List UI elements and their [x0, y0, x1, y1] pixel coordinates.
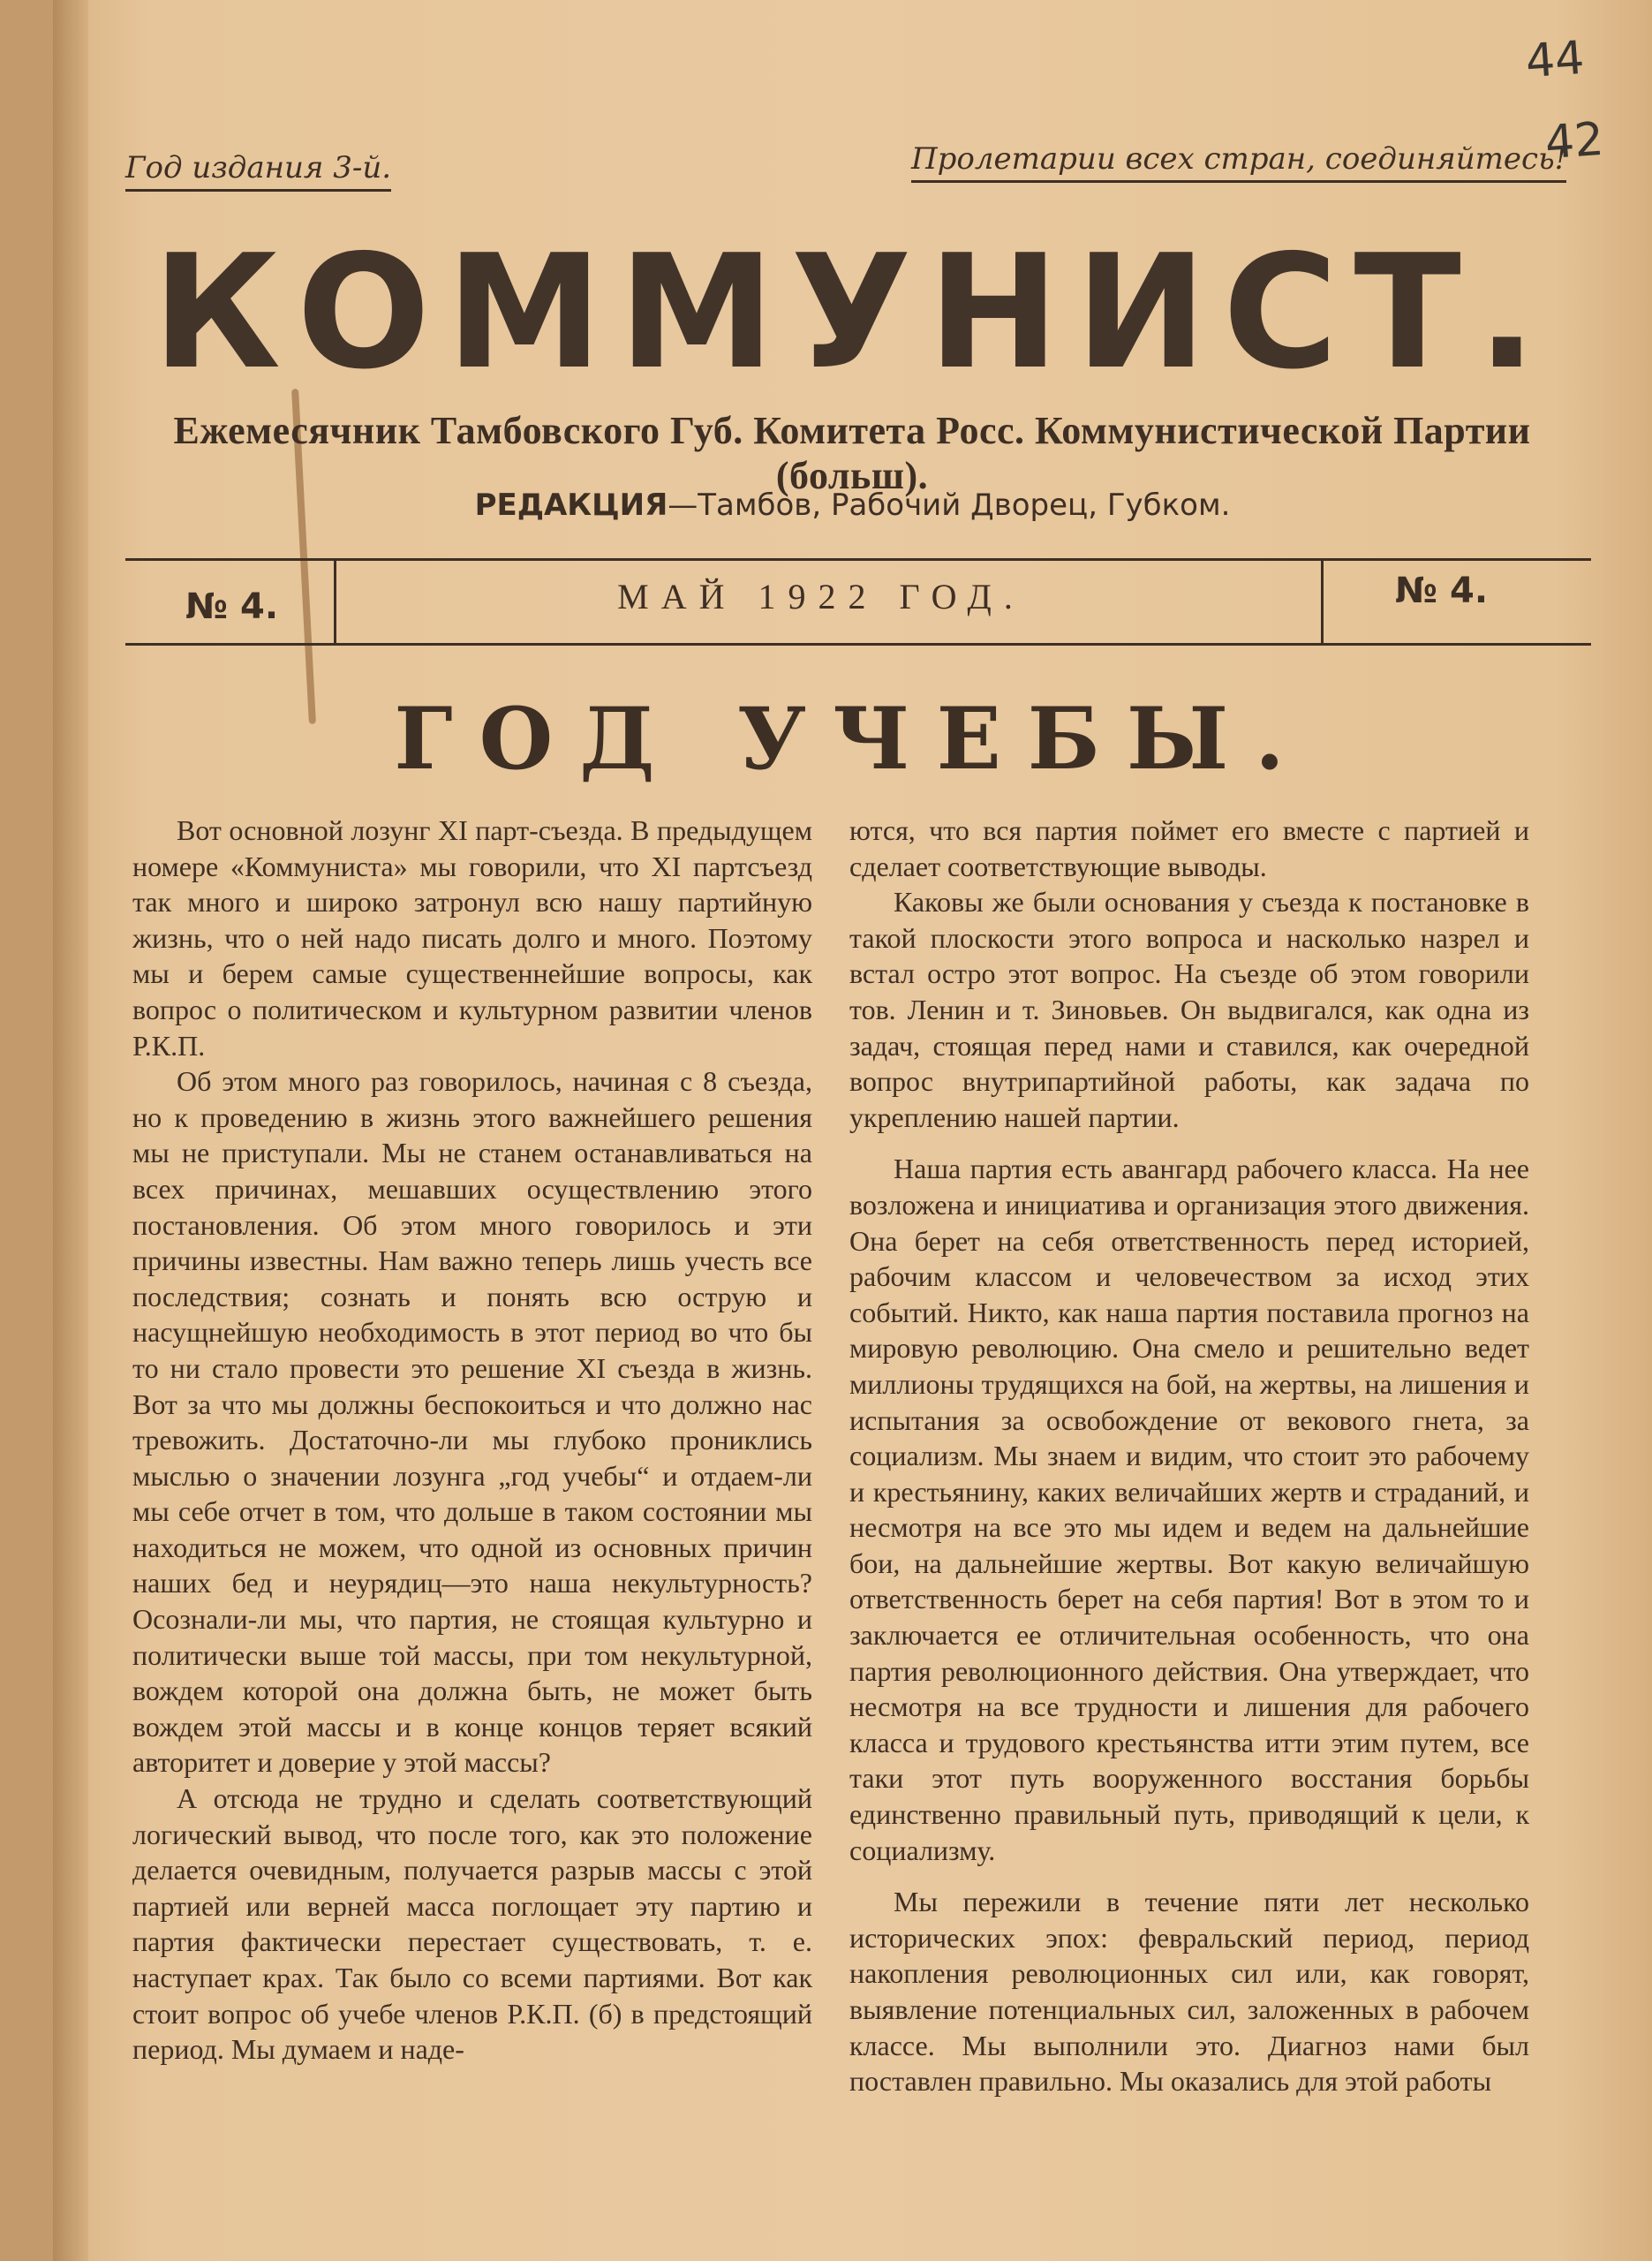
paragraph: Об этом много раз говорилось, начиная с 8 съезда, но к проведению в жизнь этого важнейшего решения мы не приступали. Мы не станем останавливаться на всех причинах, мешавших осуществлению этого постановления. Об этом много говорилось и эти причины известны. Нам важно теперь лишь учесть все последствия; сознать и понять всю острую и насущнейшую необходимость в этот период во что бы то ни стало провести это решение XI съезда в жизнь. Вот за что мы должны беспокоиться и что должно нас тревожить. Достаточно-ли мы глубоко прониклись мыслью о значении лозунга „год учебы“ и отдаем-ли мы себе отчет в том, что дольше в таком состоянии мы находиться не можем, что одной из основных причин наших бед и неурядиц—это наша некультурность? Осознали-ли мы, что партия, не стоящая культурно и политически выше той массы, при том некультурной, вождем которой она должна быть, не может быть вождем этой массы и в конце концов теряет всякий авторитет и доверие у этой массы? [132, 1065, 812, 1779]
editorial-address-line [53, 488, 1652, 523]
issue-number-right: № 4. [1395, 571, 1489, 611]
article-headline: ГОД УЧЕБЫ. [394, 689, 1311, 789]
masthead-subtitle: Ежемесячник Тамбовского Губ. Комитета Росс. Коммунистической Партии (больш). [173, 409, 1531, 497]
paragraph: ются, что вся партия поймет его вместе с партией и сделает соответствующие выводы. [849, 814, 1529, 882]
issue-date: МАЙ 1922 ГОД. [617, 577, 1025, 616]
header-rule-top [125, 558, 1591, 561]
issue-number-left: № 4. [185, 586, 279, 627]
newspaper-page [53, 0, 1652, 2261]
paragraph: Мы пережили в течение пяти лет несколько исторических эпох: февральский период, период накопления революционных сил или, как говорят, выявление потенциальных сил, заложенных в рабочем классе. Мы выполнили это. Диагноз нами был поставлен правильно. Мы оказались для этой работы [849, 1886, 1529, 2098]
year-of-issue: Год издания 3-й. [125, 150, 391, 192]
editorial-label: РЕДАКЦИЯ [474, 488, 668, 523]
paragraph: А отсюда не трудно и сделать соответствующий логический вывод, что после того, как это положение делается очевидным, получается разрыв массы с этой партией или верней масса поглощает эту партию и партия фактически перестает существовать, т. е. наступает крах. Так было со всеми партиями. Вот как стоит вопрос об учебе членов Р.К.П. (б) в предстоящий период. Мы думаем и наде- [132, 1782, 812, 2066]
header-divider-right [1321, 558, 1324, 646]
paragraph: Вот основной лозунг XI парт-съезда. В предыдущем номере «Коммуниста» мы говорили, что XI партсъезд так много и широко затронул всю нашу партийную жизнь, что о ней надо писать долго и много. Поэтому мы и берем самые существеннейшие вопросы, как вопрос о политическом и культурном развитии членов Р.К.П. [132, 814, 812, 1062]
paragraph: Каковы же были основания у съезда к постановке в такой плоскости этого вопроса и насколько назрел и встал остро этот вопрос. На съезде об этом говорили тов. Ленин и т. Зиновьев. Он выдвигался, как одна из задач, стоящая перед нами и ставился, как очередной вопрос внутрипартийной работы, как задача по укреплению нашей партии. [849, 886, 1529, 1133]
header-rule-bottom [125, 643, 1591, 646]
masthead-title: КОММУНИСТ. [152, 221, 1553, 404]
article-column-right [849, 813, 1529, 2099]
pencil-mark-bottom: 42 [1543, 112, 1606, 170]
pencil-mark-top: 44 [1523, 31, 1587, 89]
article-column-left [132, 813, 812, 2068]
editorial-address: —Тамбов, Рабочий Дворец, Губком. [668, 488, 1231, 523]
slogan: Пролетарии всех стран, соединяйтесь! [911, 141, 1566, 183]
paragraph: Наша партия есть авангард рабочего класса. На нее возложена и инициатива и организация этого движения. Она берет на себя ответственность перед историей, рабочим классом и человечеством за исход этих событий. Никто, как наша партия поставила прогноз на мировую революцию. Она смело и решительно ведет миллионы трудящихся на бой, на жертвы, на лишения и испытания за освобождение от векового гнета, за социализм. Мы знаем и видим, что стоит это рабочему и крестьянину, каких величайших жертв и страданий, и несмотря на все это мы идем и ведем на дальнейшие бои, на дальнейшие жертвы. Вот какую величайшую ответственность берет на себя партия! Вот в этом то и заключается ее отличительная особенность, что она партия революционного действия. Она утверждает, что несмотря на все трудности и лишения для рабочего класса и трудового крестьянства итти этим путем, все таки этот путь вооруженного восстания борьбы единственно правильный путь, приводящий к цели, к социализму. [849, 1153, 1529, 1866]
